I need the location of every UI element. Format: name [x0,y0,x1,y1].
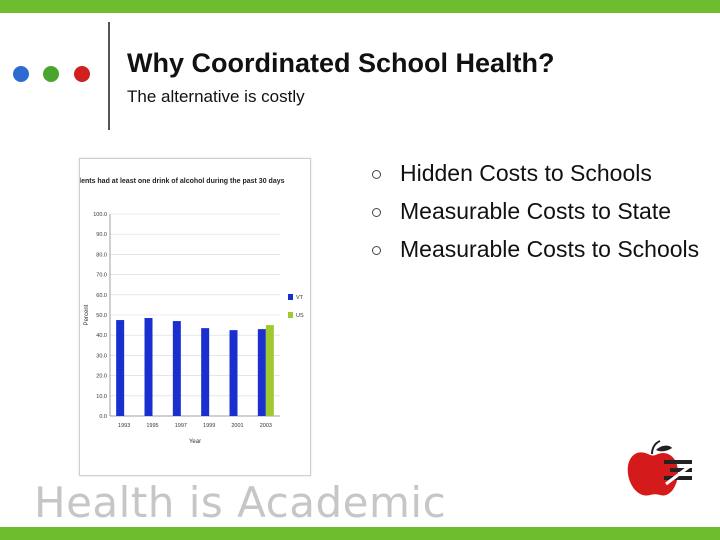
bullet-item [372,158,702,188]
bullet-circle-icon [372,170,381,179]
y-tick-label: 40.0 [96,333,107,340]
legend-swatch-VT [288,294,293,300]
bullet-item [372,234,702,264]
x-tick-label: 1999 [203,423,216,429]
bullet-item [372,196,702,226]
alcohol-chart [80,159,310,475]
y-tick-label: 80.0 [96,252,107,259]
x-tick-label: 1993 [118,423,131,429]
chart-title: Students had at least one drink of alcohol during the past 30 days [80,178,285,185]
bottom-accent-bar [0,527,720,540]
legend-swatch-US [288,312,293,318]
bullet-circle-icon [372,208,381,217]
bar-VT-1997 [173,321,181,416]
y-tick-label: 10.0 [96,393,107,400]
x-tick-label: 2003 [259,423,272,429]
bar-VT-2003 [258,329,266,416]
y-tick-label: 70.0 [96,272,107,279]
y-axis-label: Percent [84,304,90,326]
bullet-circle-icon [372,246,381,255]
legend-label: VT [296,295,304,301]
y-tick-label: 90.0 [96,232,107,239]
bullet-list [372,158,702,272]
x-axis-label: Year [188,439,202,445]
y-tick-label: 30.0 [96,353,107,360]
health-is-academic-logo: Health is Academic [34,478,447,527]
x-tick-label: 1995 [146,423,159,429]
bar-VT-1999 [201,328,209,416]
legend-label: US [296,313,304,319]
bullet-text: Measurable Costs to Schools [400,236,700,262]
y-tick-label: 50.0 [96,313,107,319]
y-tick-label: 100.0 [93,212,107,218]
slide-subtitle: The alternative is costly [127,87,305,106]
apple-logo-icon [624,440,694,500]
top-accent-bar [0,0,720,13]
bar-VT-2001 [230,330,238,416]
bar-VT-1993 [116,320,124,416]
y-tick-label: 20.0 [96,373,107,380]
blue-dot [13,66,29,82]
y-tick-label: 0.0 [99,414,107,420]
x-tick-label: 2001 [231,423,244,429]
bullet-text: Hidden Costs to Schools [400,160,652,186]
bar-US-2003 [266,325,274,416]
red-dot [74,66,90,82]
slide-title: Why Coordinated School Health? [127,48,555,78]
bullet-text: Measurable Costs to State [400,198,672,224]
chart-image [79,158,311,476]
y-tick-label: 60.0 [96,292,107,299]
x-tick-label: 1997 [174,423,187,429]
title-divider [108,22,110,130]
green-dot [43,66,59,82]
bar-VT-1995 [145,318,153,416]
